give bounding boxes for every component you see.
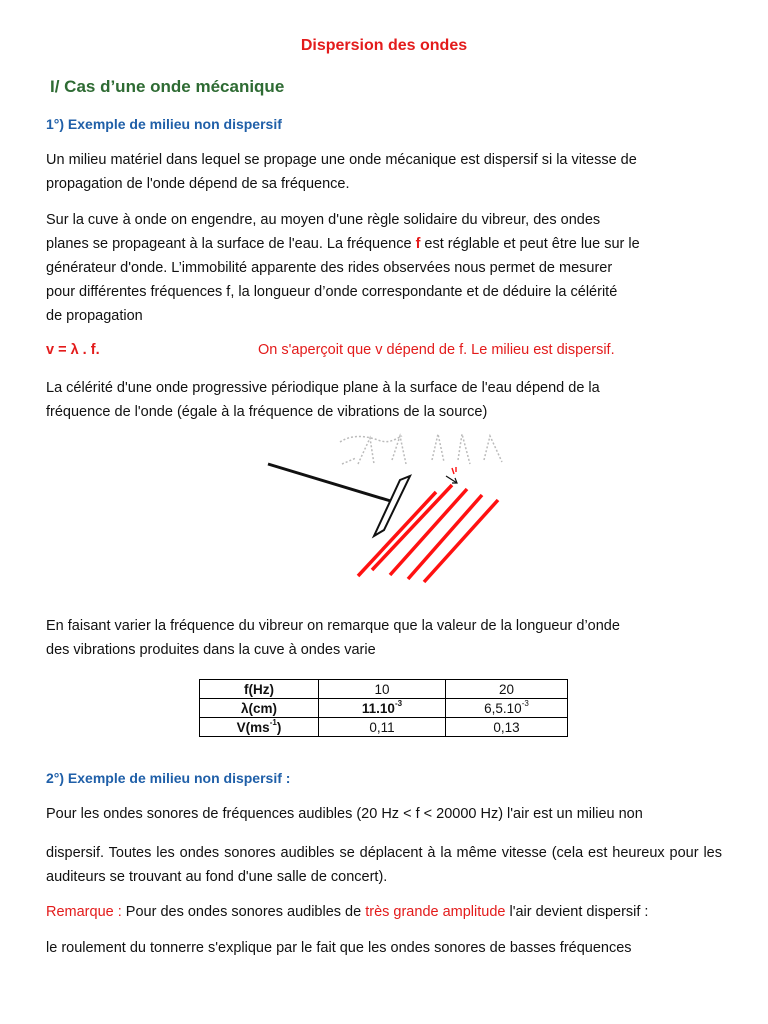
subsection-heading-2: 2°) Exemple de milieu non dispersif : xyxy=(46,770,291,786)
formula-equation: v = λ . f. xyxy=(46,342,100,358)
vibrator-rod xyxy=(268,464,394,502)
remarque-label: Remarque : xyxy=(46,904,122,920)
row-label-frequency: f(Hz) xyxy=(200,680,319,699)
section-heading-mechanical-wave: I/ Cas d’une onde mécanique xyxy=(50,77,285,96)
table-row xyxy=(200,718,568,737)
table-cell: 0,11 xyxy=(319,718,446,737)
frequency-wavelength-table xyxy=(199,679,568,737)
formula-remark: On s'aperçoit que v dépend de f. Le milieu est dispersif. xyxy=(258,342,615,358)
wave-tank-vibrator-figure xyxy=(262,430,524,590)
row-label-wavelength: λ(cm) xyxy=(200,699,319,718)
paragraph-thunder: le roulement du tonnerre s'explique par le fait que les ondes sonores de basses fréquences xyxy=(46,940,632,956)
paragraph-remarque: Remarque : Pour des ondes sonores audibles de très grande amplitude l'air devient dispersif : xyxy=(46,904,649,920)
paragraph-sound-waves: Pour les ondes sonores de fréquences audibles (20 Hz < f < 20000 Hz) l'air est un milieu non xyxy=(46,806,643,822)
subsection-heading-1: 1°) Exemple de milieu non dispersif xyxy=(46,116,282,132)
paragraph-wave-tank: Sur la cuve à onde on engendre, au moyen d'une règle solidaire du vibreur, des ondes planes se propageant à la surface de l'eau. La fréquence f est réglable et peut être lue sur le générateur d'onde. L’immobilité apparente des rides observées nous permet de mesurer pour différentes fréquences f, la longueur d’onde correspondante et de déduire la célérité de propagation xyxy=(46,212,640,324)
propagation-arrow xyxy=(446,476,457,483)
paragraph-celerity: La célérité d'une onde progressive périodique plane à la surface de l'eau dépend de la fréquence de l'onde (égale à la fréquence de vibrations de la source) xyxy=(46,380,600,420)
table-cell: 0,13 xyxy=(446,718,568,737)
table-cell: $11.10^{-3}$ xyxy=(319,699,446,718)
row-label-velocity: $V(ms^{-1})$ xyxy=(200,718,319,737)
paragraph-frequency-variation: En faisant varier la fréquence du vibreur on remarque que la valeur de la longueur d’onde des vibrations produites dans la cuve à ondes varie xyxy=(46,618,620,658)
paragraph-non-dispersive: dispersif. Toutes les ondes sonores audibles se déplacent à la même vitesse (cela est heureux pour les auditeurs se trouvant au fond d'une salle de concert). xyxy=(46,845,722,885)
remarque-highlight: très grande amplitude xyxy=(365,904,506,920)
table-cell: $6,5.10^{-3}$ xyxy=(446,699,568,718)
table-cell: 10 xyxy=(319,680,446,699)
table-row xyxy=(200,680,568,699)
table-cell: 20 xyxy=(446,680,568,699)
paragraph-definition: Un milieu matériel dans lequel se propage une onde mécanique est dispersif si la vitesse de propagation de l'onde dépend de sa fréquence. xyxy=(46,152,637,192)
page-title: Dispersion des ondes xyxy=(300,37,468,54)
frequency-symbol: f xyxy=(415,236,421,252)
table-row xyxy=(200,699,568,718)
faint-background-sketch xyxy=(340,434,502,464)
